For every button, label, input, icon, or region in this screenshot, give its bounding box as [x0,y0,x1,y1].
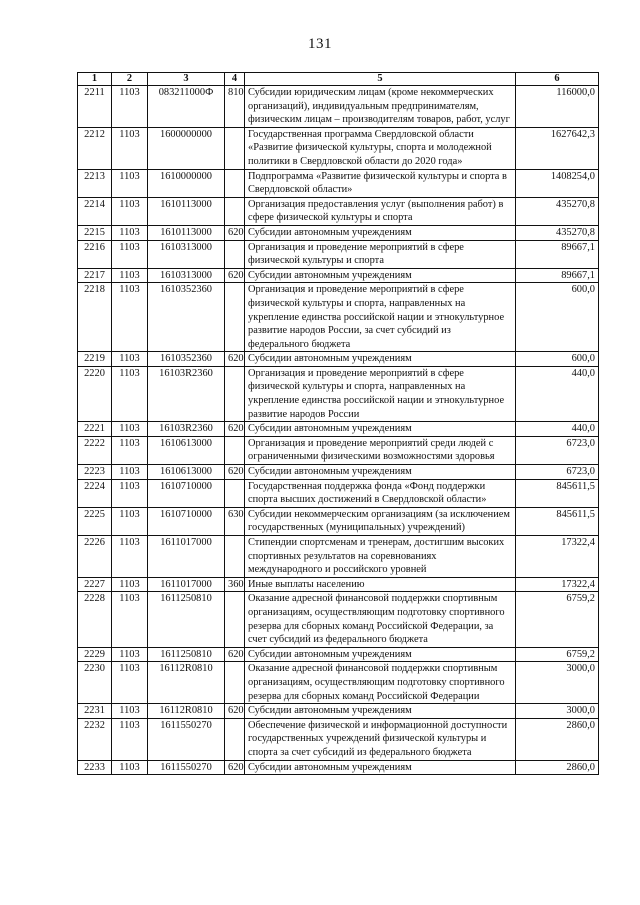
target-article-code: 1611550270 [148,760,225,775]
row-description: Организация и проведение мероприятий в сфере физической культуры и спорта [245,240,516,268]
table-row [78,268,599,283]
row-number: 2225 [78,507,112,535]
table-row [78,169,599,197]
row-description: Субсидии автономным учреждениям [245,704,516,719]
target-article-code: 1610613000 [148,465,225,480]
table-row [78,436,599,464]
section-code: 1103 [112,352,148,367]
row-amount: 600,0 [516,283,599,352]
header-cell-4: 4 [225,73,245,86]
section-code: 1103 [112,465,148,480]
row-description: Субсидии некоммерческим организациям (за исключением государственных (муниципальных) учреждений) [245,507,516,535]
expense-type-code: 620 [225,268,245,283]
row-amount: 440,0 [516,366,599,421]
table-row [78,479,599,507]
table-row [78,352,599,367]
row-number: 2219 [78,352,112,367]
expense-type-code [225,366,245,421]
row-number: 2222 [78,436,112,464]
row-amount: 6759,2 [516,647,599,662]
row-description: Субсидии юридическим лицам (кроме некоммерческих организаций), индивидуальным предпринимателям, физическим лицам – производителям товаров, работ, услуг [245,86,516,128]
expense-type-code [225,479,245,507]
section-code: 1103 [112,422,148,437]
row-amount: 435270,8 [516,197,599,225]
row-number: 2213 [78,169,112,197]
section-code: 1103 [112,507,148,535]
table-row [78,718,599,760]
section-code: 1103 [112,225,148,240]
row-description: Оказание адресной финансовой поддержки спортивным организациям, осуществляющим подготовку спортивного резерва для сборных команд Российской Федерации, за счет субсидий из федерального бюджета [245,592,516,647]
target-article-code: 1611250810 [148,647,225,662]
row-number: 2217 [78,268,112,283]
row-description: Государственная программа Свердловской области «Развитие физической культуры, спорта и молодежной политики в Свердловской области до 2020 года» [245,127,516,169]
section-code: 1103 [112,197,148,225]
row-amount: 89667,1 [516,240,599,268]
section-code: 1103 [112,647,148,662]
row-description: Организация и проведение мероприятий в сфере физической культуры и спорта, направленных на укрепление единства российской нации и этнокультурное развитие народов России, за счет субсидий из федерального бюджета [245,283,516,352]
row-number: 2220 [78,366,112,421]
target-article-code: 1610710000 [148,507,225,535]
expense-type-code [225,536,245,578]
table-row [78,283,599,352]
row-description: Организация и проведение мероприятий в сфере физической культуры и спорта, направленных на укрепление единства российской нации и этнокультурное развитие народов России [245,366,516,421]
row-number: 2211 [78,86,112,128]
section-code: 1103 [112,436,148,464]
row-description: Субсидии автономным учреждениям [245,352,516,367]
page-number: 131 [308,36,332,52]
row-number: 2216 [78,240,112,268]
row-number: 2227 [78,577,112,592]
expense-type-code: 360 [225,577,245,592]
row-description: Оказание адресной финансовой поддержки спортивным организациям, осуществляющим подготовку спортивного резерва для сборных команд Российской Федерации [245,662,516,704]
row-number: 2223 [78,465,112,480]
row-amount: 6723,0 [516,436,599,464]
expense-type-code [225,283,245,352]
row-description: Субсидии автономным учреждениям [245,465,516,480]
table-row [78,366,599,421]
target-article-code: 1610613000 [148,436,225,464]
target-article-code: 1610313000 [148,268,225,283]
table-row [78,647,599,662]
row-amount: 3000,0 [516,662,599,704]
row-description: Иные выплаты населению [245,577,516,592]
expense-type-code [225,197,245,225]
header-cell-3: 3 [148,73,225,86]
row-amount: 6723,0 [516,465,599,480]
header-cell-1: 1 [78,73,112,86]
row-number: 2233 [78,760,112,775]
target-article-code: 1600000000 [148,127,225,169]
row-number: 2229 [78,647,112,662]
row-description: Организация и проведение мероприятий среди людей с ограниченными физическими возможностями здоровья [245,436,516,464]
section-code: 1103 [112,86,148,128]
row-description: Субсидии автономным учреждениям [245,422,516,437]
expense-type-code [225,169,245,197]
target-article-code: 1611017000 [148,577,225,592]
expense-type-code [225,436,245,464]
expense-type-code: 620 [225,760,245,775]
row-number: 2214 [78,197,112,225]
row-description: Стипендии спортсменам и тренерам, достигшим высоких спортивных результатов на соревнованиях международного и российского уровней [245,536,516,578]
section-code: 1103 [112,718,148,760]
table-row [78,127,599,169]
table-row [78,240,599,268]
row-number: 2215 [78,225,112,240]
row-amount: 3000,0 [516,704,599,719]
section-code: 1103 [112,366,148,421]
target-article-code: 1610352360 [148,283,225,352]
target-article-code: 1610352360 [148,352,225,367]
row-description: Организация предоставления услуг (выполнения работ) в сфере физической культуры и спорта [245,197,516,225]
expense-type-code: 620 [225,647,245,662]
table-row [78,422,599,437]
table-row [78,577,599,592]
target-article-code: 083211000Ф [148,86,225,128]
row-amount: 17322,4 [516,536,599,578]
row-description: Подпрограмма «Развитие физической культуры и спорта в Свердловской области» [245,169,516,197]
row-amount: 1627642,3 [516,127,599,169]
row-number: 2221 [78,422,112,437]
expense-type-code [225,662,245,704]
section-code: 1103 [112,662,148,704]
row-amount: 600,0 [516,352,599,367]
target-article-code: 16103R2360 [148,366,225,421]
row-number: 2226 [78,536,112,578]
expense-type-code: 630 [225,507,245,535]
target-article-code: 1611550270 [148,718,225,760]
header-row [78,73,599,86]
section-code: 1103 [112,536,148,578]
section-code: 1103 [112,760,148,775]
row-amount: 6759,2 [516,592,599,647]
header-cell-2: 2 [112,73,148,86]
target-article-code: 1611250810 [148,592,225,647]
table-row [78,507,599,535]
header-cell-6: 6 [516,73,599,86]
expense-type-code [225,592,245,647]
row-description: Государственная поддержка фонда «Фонд поддержки спорта высших достижений в Свердловской области» [245,479,516,507]
table-row [78,704,599,719]
section-code: 1103 [112,479,148,507]
section-code: 1103 [112,592,148,647]
expense-type-code: 620 [225,465,245,480]
expense-type-code [225,240,245,268]
row-amount: 2860,0 [516,718,599,760]
target-article-code: 1610313000 [148,240,225,268]
expense-type-code: 620 [225,352,245,367]
target-article-code: 1611017000 [148,536,225,578]
table-row [78,536,599,578]
header-cell-5: 5 [245,73,516,86]
row-amount: 845611,5 [516,507,599,535]
expense-type-code [225,127,245,169]
target-article-code: 1610000000 [148,169,225,197]
table-row [78,760,599,775]
section-code: 1103 [112,283,148,352]
row-amount: 17322,4 [516,577,599,592]
table-row [78,592,599,647]
section-code: 1103 [112,240,148,268]
row-number: 2212 [78,127,112,169]
target-article-code: 1610113000 [148,225,225,240]
row-amount: 116000,0 [516,86,599,128]
target-article-code: 16112R0810 [148,662,225,704]
row-number: 2231 [78,704,112,719]
expense-type-code: 810 [225,86,245,128]
target-article-code: 16112R0810 [148,704,225,719]
row-amount: 440,0 [516,422,599,437]
row-description: Субсидии автономным учреждениям [245,647,516,662]
row-description: Обеспечение физической и информационной доступности государственных учреждений физической культуры и спорта за счет субсидий из федерального бюджета [245,718,516,760]
row-description: Субсидии автономным учреждениям [245,225,516,240]
section-code: 1103 [112,127,148,169]
row-amount: 435270,8 [516,225,599,240]
target-article-code: 16103R2360 [148,422,225,437]
section-code: 1103 [112,577,148,592]
row-amount: 89667,1 [516,268,599,283]
expense-type-code: 620 [225,704,245,719]
row-description: Субсидии автономным учреждениям [245,268,516,283]
expense-type-code [225,718,245,760]
row-description: Субсидии автономным учреждениям [245,760,516,775]
row-amount: 1408254,0 [516,169,599,197]
row-number: 2232 [78,718,112,760]
row-amount: 2860,0 [516,760,599,775]
table-row [78,225,599,240]
section-code: 1103 [112,268,148,283]
expense-type-code: 620 [225,422,245,437]
budget-table [77,72,599,775]
row-number: 2230 [78,662,112,704]
table-row [78,197,599,225]
table-row [78,662,599,704]
target-article-code: 1610710000 [148,479,225,507]
target-article-code: 1610113000 [148,197,225,225]
table-row [78,86,599,128]
row-number: 2218 [78,283,112,352]
table-row [78,465,599,480]
row-number: 2228 [78,592,112,647]
row-number: 2224 [78,479,112,507]
section-code: 1103 [112,704,148,719]
section-code: 1103 [112,169,148,197]
expense-type-code: 620 [225,225,245,240]
row-amount: 845611,5 [516,479,599,507]
